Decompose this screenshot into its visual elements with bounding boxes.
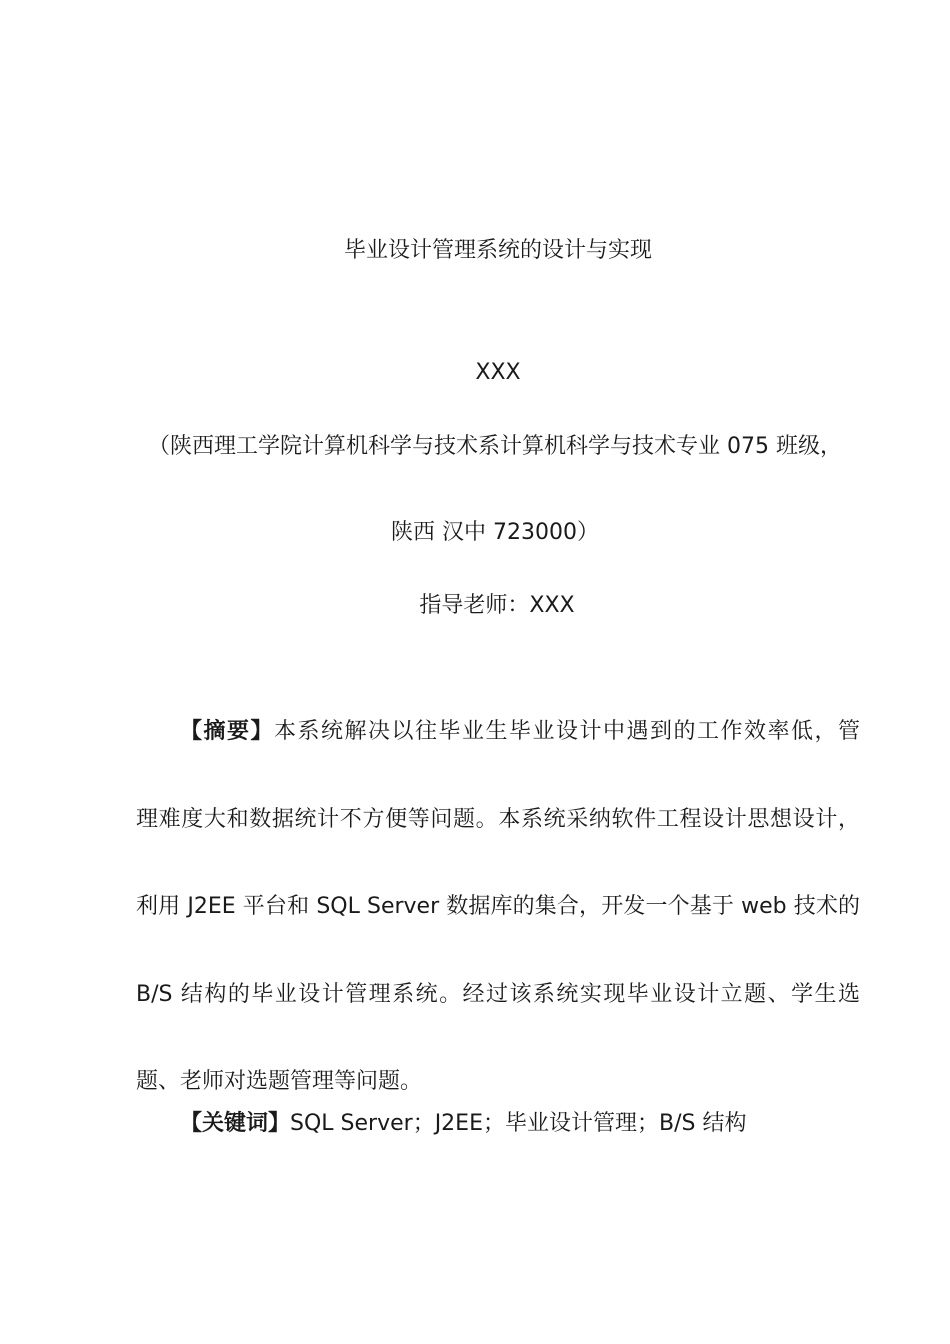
abstract-line xyxy=(136,688,860,776)
affiliation-line-1: （陕西理工学院计算机科学与技术系计算机科学与技术专业 075 班级， xyxy=(148,434,842,459)
keywords-text: SQL Server；J2EE；毕业设计管理；B/S 结构 xyxy=(290,1111,747,1136)
abstract-line: B/S 结构的毕业设计管理系统。经过该系统实现毕业设计立题、学生选 xyxy=(136,981,860,1007)
abstract-paragraph xyxy=(136,688,860,1126)
keywords-label: 【关键词】 xyxy=(180,1111,291,1136)
abstract-line-text: 本系统解决以往毕业生毕业设计中遇到的工作效率低，管 xyxy=(274,719,860,744)
advisor-line: 指导老师：XXX xyxy=(419,593,575,618)
abstract-line: 理难度大和数据统计不方便等问题。本系统采纳软件工程设计思想设计， xyxy=(136,806,860,832)
abstract-line: 利用 J2EE 平台和 SQL Server 数据库的集合，开发一个基于 web 技术的 xyxy=(136,894,860,919)
abstract-label: 【摘要】 xyxy=(180,719,274,744)
author-name: XXX xyxy=(475,360,521,385)
affiliation-line-2: 陕西 汉中 723000） xyxy=(391,520,599,545)
paper-title: 毕业设计管理系统的设计与实现 xyxy=(343,238,652,263)
keywords-line xyxy=(180,1109,746,1139)
abstract-line: 题、老师对选题管理等问题。 xyxy=(136,1069,423,1094)
